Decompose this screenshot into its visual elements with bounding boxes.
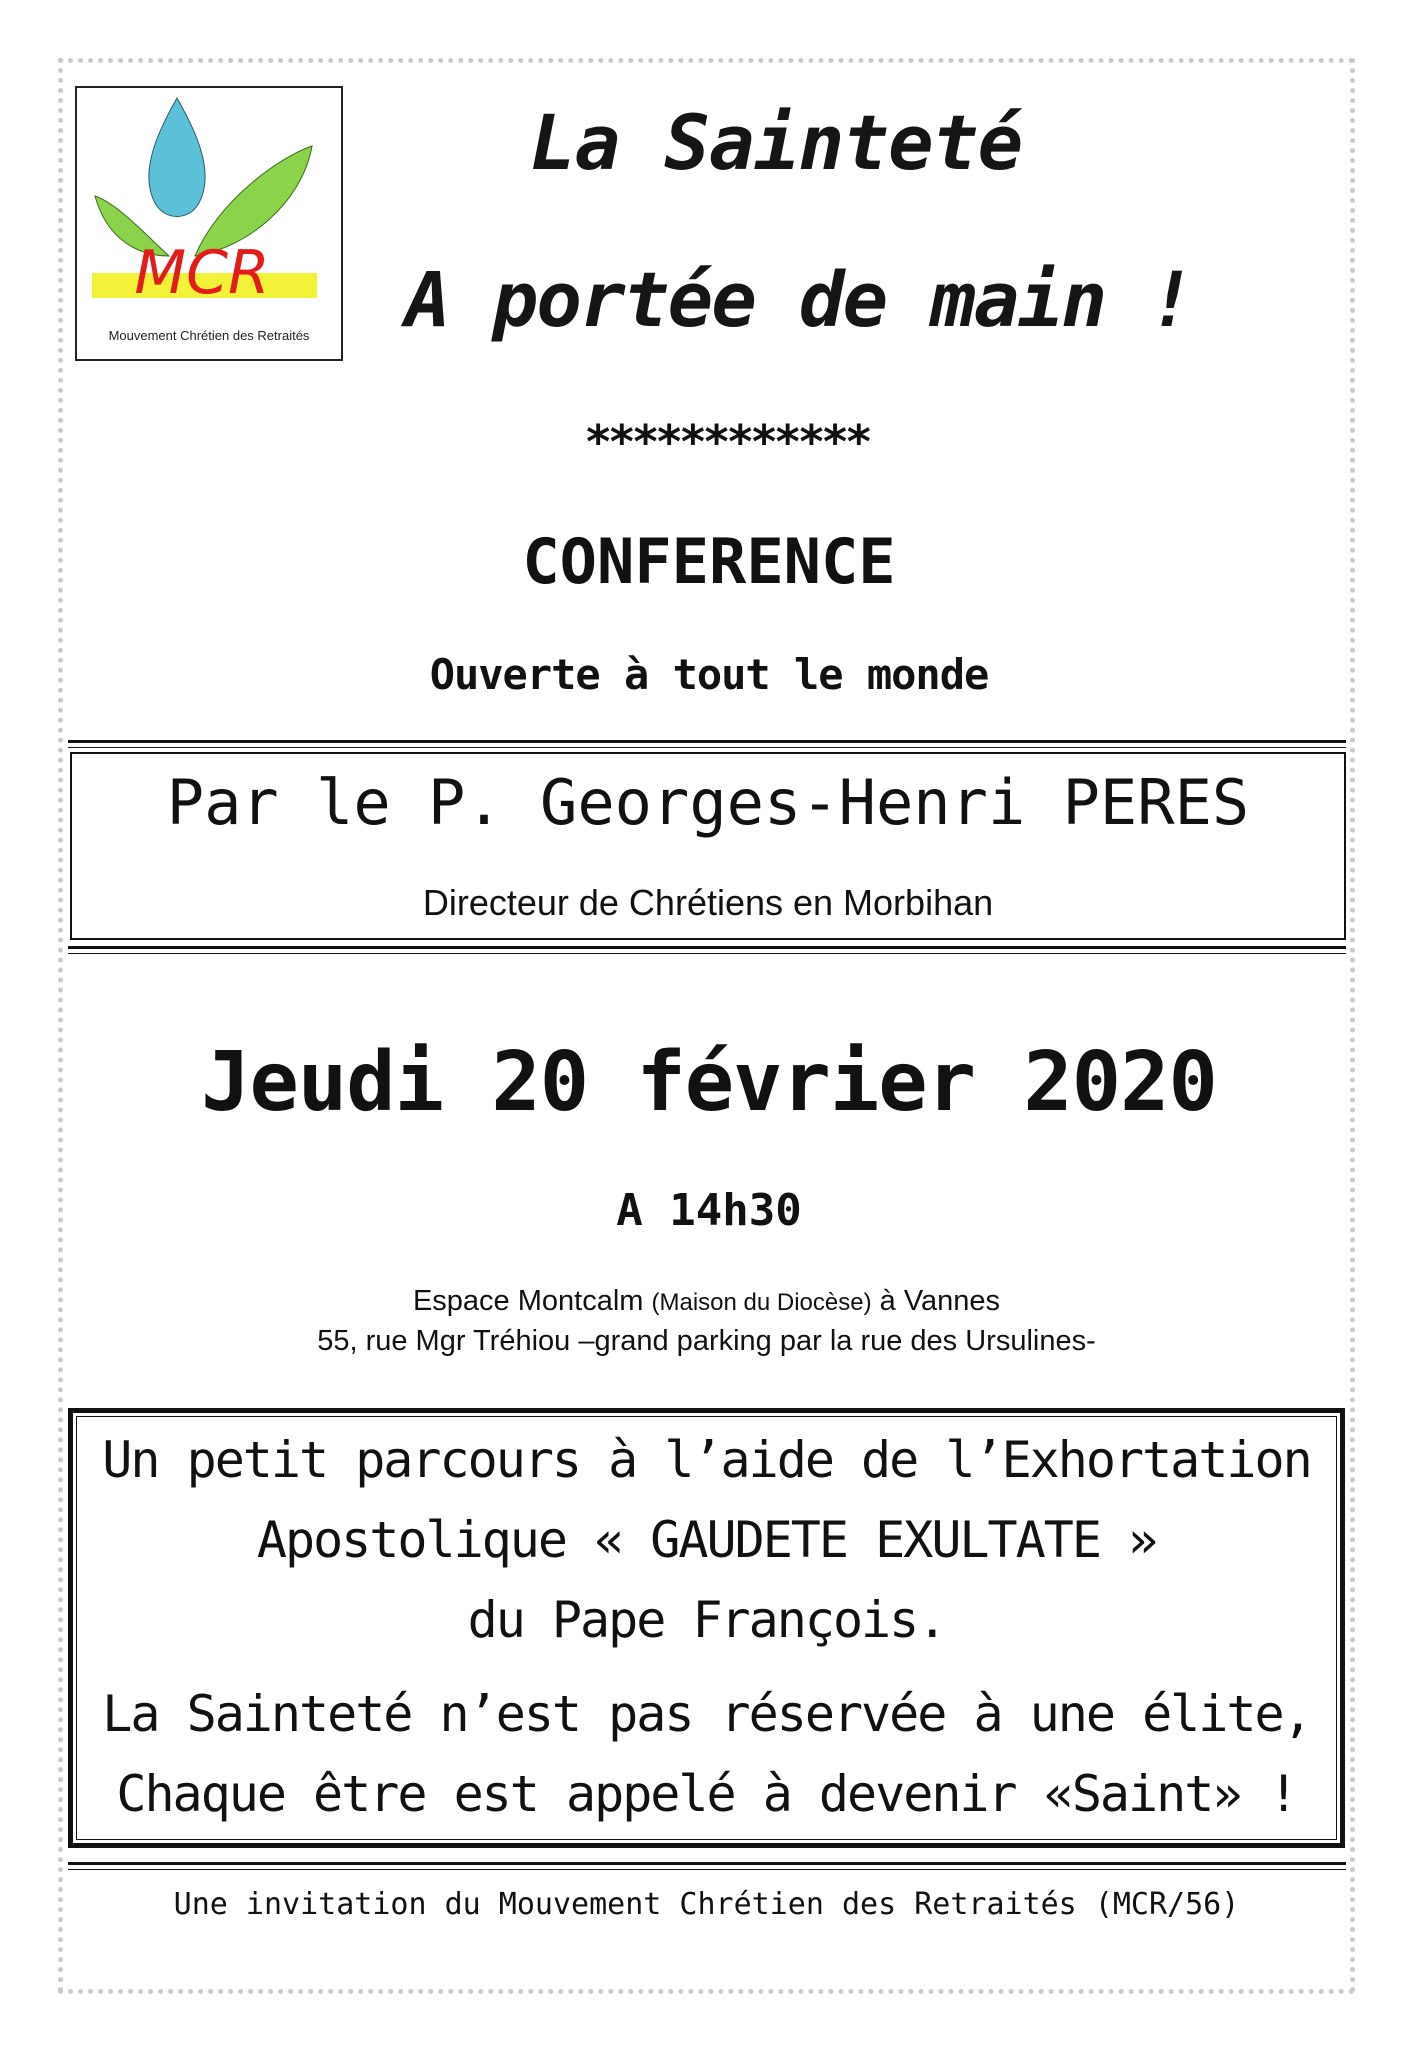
event-date: Jeudi 20 février 2020 (201, 1035, 1217, 1130)
title-line-2: A portée de main ! (405, 255, 1193, 344)
message-line-4: La Sainteté n’est pas réservée à une élite, (102, 1685, 1311, 1743)
logo-acronym: MCR (134, 238, 270, 308)
message-line-1: Un petit parcours à l’aide de l’Exhortation (102, 1431, 1311, 1489)
message-box (68, 1408, 1345, 1848)
venue-place: Espace Montcalm (412, 1285, 644, 1317)
title-line-1: La Sainteté (530, 98, 1023, 187)
message-line-2: Apostolique « GAUDETE EXULTATE » (256, 1511, 1157, 1569)
speaker-box (70, 752, 1346, 940)
message-line-5: Chaque être est appelé à devenir «Saint» ! (116, 1765, 1297, 1823)
event-time: A 14h30 (616, 1185, 802, 1236)
logo-caption: Mouvement Chrétien des Retraités (108, 328, 310, 343)
divider-footer (68, 1862, 1346, 1865)
separator: ************ (584, 415, 869, 469)
footer-invitation: Une invitation du Mouvement Chrétien des Retraités (MCR/56) (173, 1887, 1240, 1922)
venue-address: 55, rue Mgr Tréhiou –grand parking par la rue des Ursulines- (317, 1325, 1096, 1357)
venue-place-detail: (Maison du Diocèse) (651, 1289, 872, 1316)
speaker-role: Directeur de Chrétiens en Morbihan (422, 882, 994, 923)
divider-bottom (68, 946, 1346, 949)
venue-city: à Vannes (879, 1285, 1001, 1317)
speaker-name: Par le P. Georges-Henri PERES (166, 766, 1250, 839)
venue-line-1 (0, 1282, 1413, 1322)
message-line-3: du Pape François. (467, 1591, 946, 1649)
divider-top (68, 740, 1346, 743)
mcr-logo (75, 86, 343, 361)
audience-note: Ouverte à tout le monde (429, 650, 989, 699)
venue (0, 1282, 1413, 1360)
logo-graphic-icon (77, 88, 345, 363)
conference-heading: CONFERENCE (522, 525, 896, 598)
